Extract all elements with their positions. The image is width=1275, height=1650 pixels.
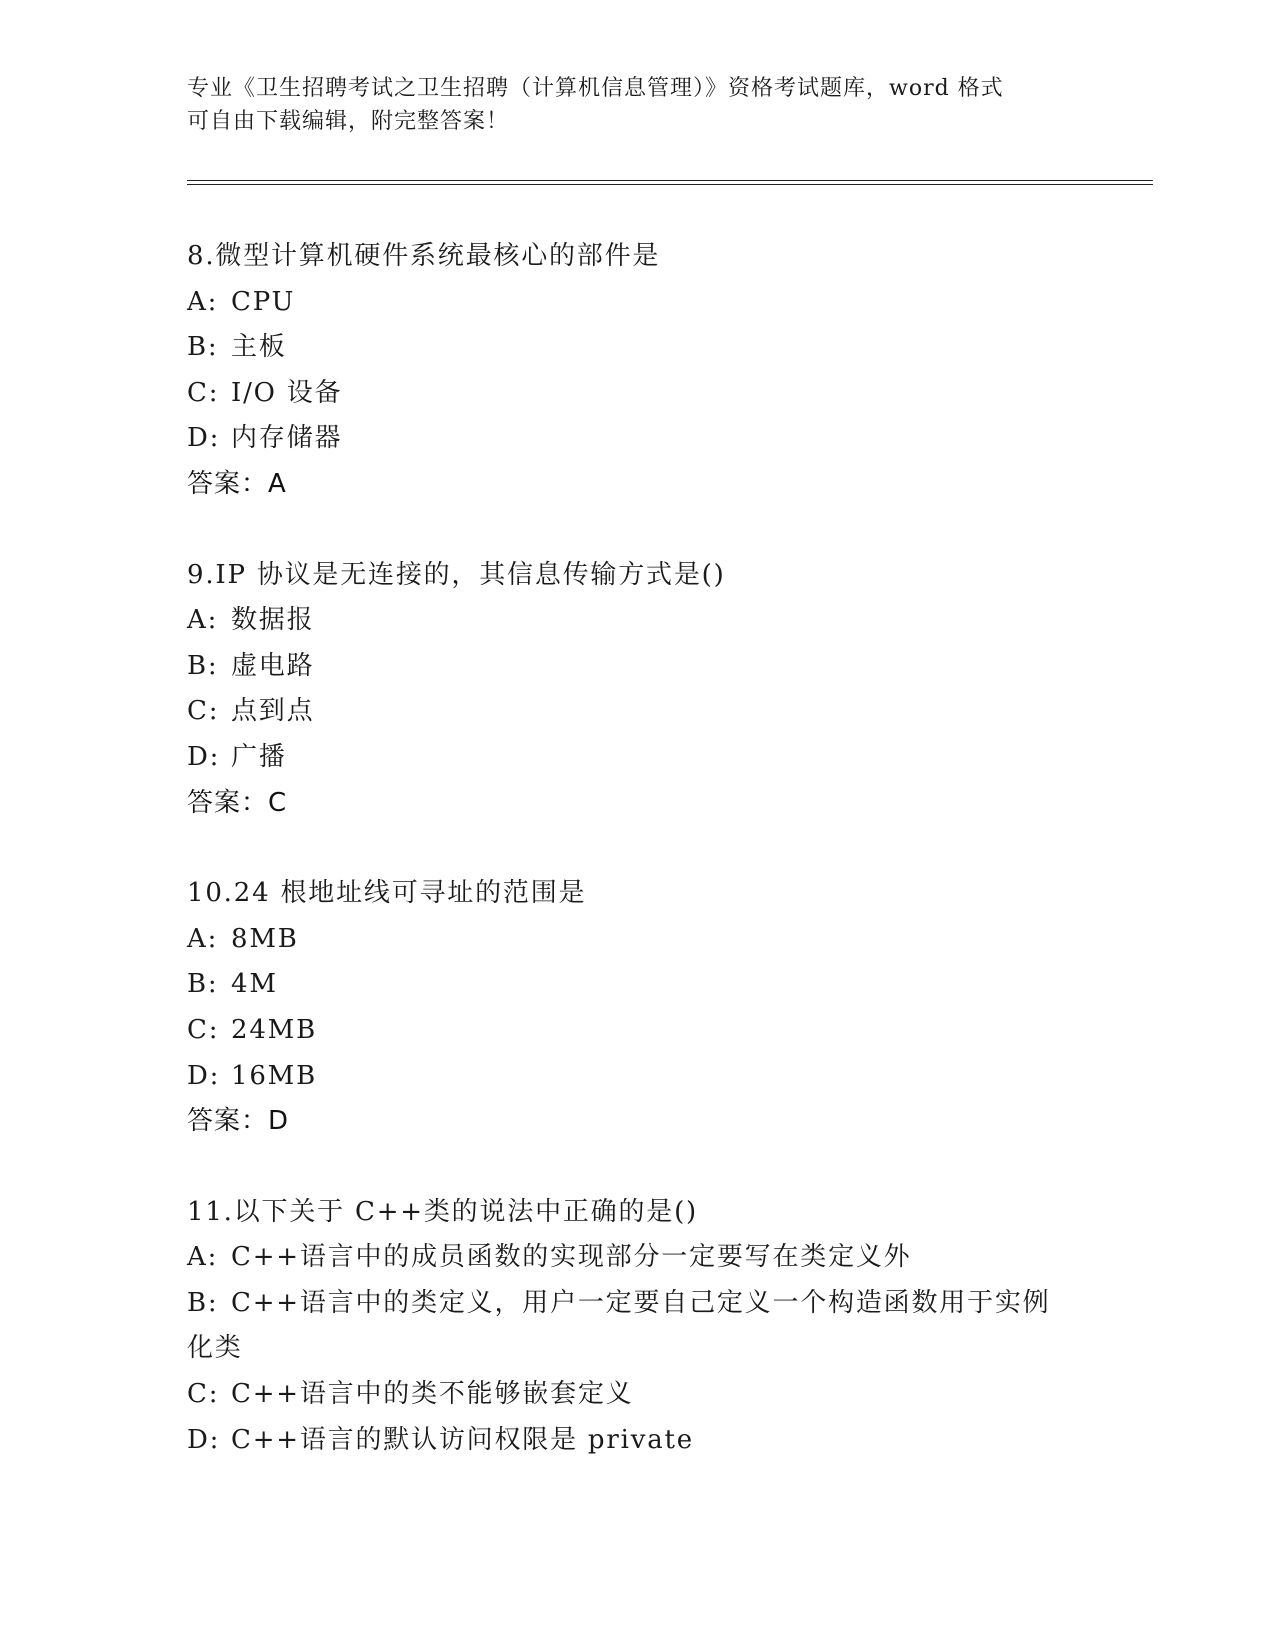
option-text: I/O 设备 (231, 377, 343, 408)
document-header (187, 72, 1067, 138)
option-text: C++语言的默认访问权限是 private (231, 1424, 694, 1455)
question-stem: 11.以下关于 C++类的说法中正确的是() (187, 1196, 698, 1227)
option-text: 4M (231, 969, 278, 1000)
option-letter: D: (187, 1060, 221, 1091)
option-d (187, 416, 1087, 462)
option-text: 点到点 (231, 696, 315, 727)
option-text: 内存储器 (231, 423, 343, 454)
question-stem: 10.24 根地址线可寻址的范围是 (187, 878, 587, 909)
option-letter: D: (187, 1424, 221, 1455)
question-stem: 8.微型计算机硬件系统最核心的部件是 (187, 241, 661, 271)
option-letter: C: (187, 377, 220, 408)
option-c (187, 689, 1087, 735)
option-b (187, 1281, 1067, 1372)
option-letter: B: (187, 1287, 219, 1318)
option-b (187, 644, 1087, 690)
option-text: C++语言中的成员函数的实现部分一定要写在类定义外 (231, 1242, 912, 1273)
question-8 (187, 234, 1087, 508)
option-letter: D: (187, 423, 221, 454)
option-letter: B: (187, 969, 219, 1000)
option-letter: A: (187, 923, 219, 954)
header-line-1: 专业《卫生招聘考试之卫生招聘（计算机信息管理）》资格考试题库，word 格式 (187, 76, 1004, 101)
option-text: C++语言中的类不能够嵌套定义 (231, 1379, 634, 1410)
answer-line: 答案：C (187, 787, 288, 818)
option-c (187, 371, 1087, 417)
option-d (187, 1418, 1087, 1464)
option-d (187, 1054, 1087, 1100)
answer-line: 答案：A (187, 468, 287, 499)
option-c (187, 1372, 1087, 1418)
option-letter: C: (187, 1014, 220, 1045)
option-text: CPU (231, 286, 296, 317)
option-text: C++语言中的类定义，用户一定要自己定义一个构造函数用于实例化类 (187, 1287, 1051, 1364)
option-text: 广播 (231, 741, 287, 772)
option-letter: A: (187, 286, 219, 317)
option-a (187, 917, 1087, 963)
option-text: 数据报 (231, 605, 315, 636)
header-divider-bottom (187, 184, 1153, 185)
option-text: 24MB (231, 1014, 318, 1045)
question-10 (187, 871, 1087, 1145)
option-letter: A: (187, 605, 219, 636)
option-a (187, 1235, 1087, 1281)
question-11 (187, 1190, 1087, 1464)
header-line-2: 可自由下载编辑，附完整答案！ (187, 109, 510, 134)
header-divider-top (187, 180, 1153, 181)
option-a (187, 598, 1087, 644)
option-a (187, 280, 1087, 326)
option-letter: B: (187, 650, 219, 681)
question-list (187, 234, 1087, 1508)
option-letter: A: (187, 1242, 219, 1273)
question-stem: 9.IP 协议是无连接的，其信息传输方式是() (187, 559, 726, 590)
option-letter: D: (187, 741, 221, 772)
option-b (187, 962, 1087, 1008)
option-letter: C: (187, 1379, 220, 1410)
option-letter: B: (187, 332, 219, 363)
option-text: 主板 (231, 332, 287, 363)
option-letter: C: (187, 696, 220, 727)
option-text: 8MB (231, 923, 299, 954)
question-9 (187, 553, 1087, 827)
option-b (187, 325, 1087, 371)
option-text: 虚电路 (231, 650, 315, 681)
answer-line: 答案：D (187, 1106, 290, 1137)
option-d (187, 735, 1087, 781)
option-text: 16MB (231, 1060, 318, 1091)
option-c (187, 1008, 1087, 1054)
